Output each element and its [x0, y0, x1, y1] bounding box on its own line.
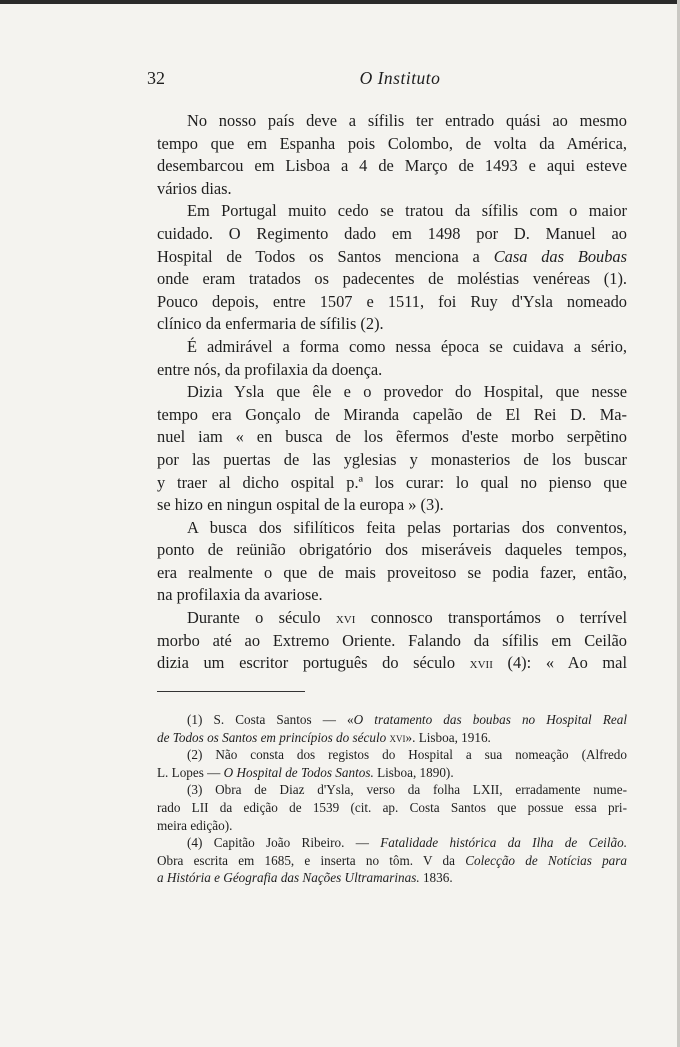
text-line: A busca dos sifilíticos feita pelas portarias dos conventos,	[187, 517, 627, 537]
text-run: Durante o século	[187, 608, 336, 628]
century-numeral: xvi	[335, 608, 356, 628]
text-line: ponto de reünião obrigatório dos miseráveis daqueles tempos,	[157, 540, 627, 560]
text-run: dizia um escritor português do século	[157, 653, 470, 673]
text-run: ». Lisboa, 1916.	[405, 729, 491, 745]
text-line: entre nós, da profilaxia da doença.	[157, 359, 383, 379]
page-header	[0, 68, 680, 92]
paragraph-6	[157, 607, 627, 675]
text-line: clínico da enfermaria de sífilis (2).	[157, 314, 384, 334]
paragraph-4	[157, 381, 627, 517]
text-line: vários dias.	[157, 178, 232, 198]
footnote-rule	[157, 691, 305, 692]
text-line: Dizia Ysla que êle e o provedor do Hospital, que nesse	[187, 382, 627, 402]
text-line: cuidado. O Regimento dado em 1498 por D. Manuel ao	[157, 223, 627, 243]
text-line	[157, 729, 627, 747]
paragraph-5	[157, 517, 627, 607]
italic-title: O tratamento das boubas no Hospital Real	[353, 712, 628, 727]
text-run: (4): « Ao mal	[492, 653, 627, 673]
text-line	[157, 652, 627, 675]
century-numeral: xvi	[386, 729, 406, 745]
text-line: meira edição).	[157, 817, 233, 833]
text-line: era realmente o que de mais proveitoso se podia fazer, então,	[157, 562, 627, 582]
text-line: desembarcou em Lisboa a 4 de Março de 1493 e aqui esteve	[157, 156, 627, 176]
text-run: L. Lopes —	[157, 764, 224, 780]
footnote-1	[157, 711, 627, 746]
page-top-edge	[0, 0, 680, 4]
text-line	[157, 764, 627, 782]
century-numeral: xvii	[469, 653, 493, 673]
text-line	[157, 246, 627, 269]
text-line: Pouco depois, entre 1507 e 1511, foi Ruy d'Ysla nomeado	[157, 291, 627, 311]
text-run: Lisboa, 1890).	[373, 764, 454, 780]
footnotes	[157, 711, 627, 887]
page-number: 32	[147, 68, 165, 88]
body-text	[157, 110, 627, 675]
text-line: por las puertas de las yglesias y monasterios de los buscar	[157, 449, 627, 469]
text-line: No nosso país deve a sífilis ter entrado quási ao mesmo	[187, 111, 627, 130]
italic-title: de Todos os Santos em princípios do século	[157, 729, 387, 745]
italic-title: Colecção de Notícias para	[465, 852, 627, 868]
text-line	[157, 869, 627, 887]
italic-title: O Hospital de Todos Santos.	[223, 764, 374, 780]
text-run: (1) S. Costa Santos — «	[187, 712, 354, 727]
paragraph-1	[157, 110, 627, 200]
footnote-2	[157, 746, 627, 781]
text-line: se hizo en ningun ospital de la europa » (3).	[157, 495, 444, 515]
paragraph-3	[157, 336, 627, 381]
text-run: Obra escrita em 1685, e inserta no tôm. V da	[157, 852, 466, 868]
text-line: y traer al dicho ospital p.ª los curar: lo qual no pienso que	[157, 472, 627, 492]
italic-title: Casa das Boubas	[493, 246, 628, 266]
text-run: connosco transportámos o terrível	[355, 608, 627, 628]
text-run: (4) Capitão João Ribeiro. —	[187, 835, 381, 851]
running-title: O Instituto	[359, 68, 441, 88]
footnote-3	[157, 781, 627, 834]
italic-title: a História e Géografia das Nações Ultramarinas.	[157, 870, 420, 886]
text-line	[157, 834, 627, 852]
text-line: (2) Não consta dos registos do Hospital a sua nomeação (Alfredo	[187, 747, 627, 763]
text-line: rado LII da edição de 1539 (cit. ap. Costa Santos que possue essa pri-	[157, 799, 627, 815]
text-run: Hospital de Todos os Santos menciona a	[157, 246, 494, 266]
text-line: nuel iam « en busca de los ẽfermos d'este morbo serpẽtino	[157, 427, 627, 447]
text-run: 1836.	[419, 870, 453, 886]
text-line: tempo que em Espanha pois Colombo, de volta da América,	[157, 133, 627, 153]
italic-title: Fatalidade histórica da Ilha de Ceilão.	[380, 835, 627, 851]
text-line: tempo era Gonçalo de Miranda capelão de El Rei D. Ma-	[157, 404, 627, 424]
text-line: Em Portugal muito cedo se tratou da sífilis com o maior	[187, 201, 627, 221]
text-line	[157, 711, 627, 729]
paragraph-2	[157, 200, 627, 336]
text-line: na profilaxia da avariose.	[157, 585, 323, 605]
text-line: (3) Obra de Diaz d'Ysla, verso da folha LXII, erradamente nume-	[187, 782, 627, 798]
footnote-4	[157, 834, 627, 887]
text-line: morbo até ao Extremo Oriente. Falando da sífilis em Ceilão	[157, 630, 627, 650]
text-line: É admirável a forma como nessa época se cuidava a sério,	[187, 336, 627, 356]
text-line	[157, 852, 627, 870]
text-line: onde eram tratados os padecentes de moléstias venéreas (1).	[157, 269, 627, 289]
text-line	[157, 607, 627, 630]
